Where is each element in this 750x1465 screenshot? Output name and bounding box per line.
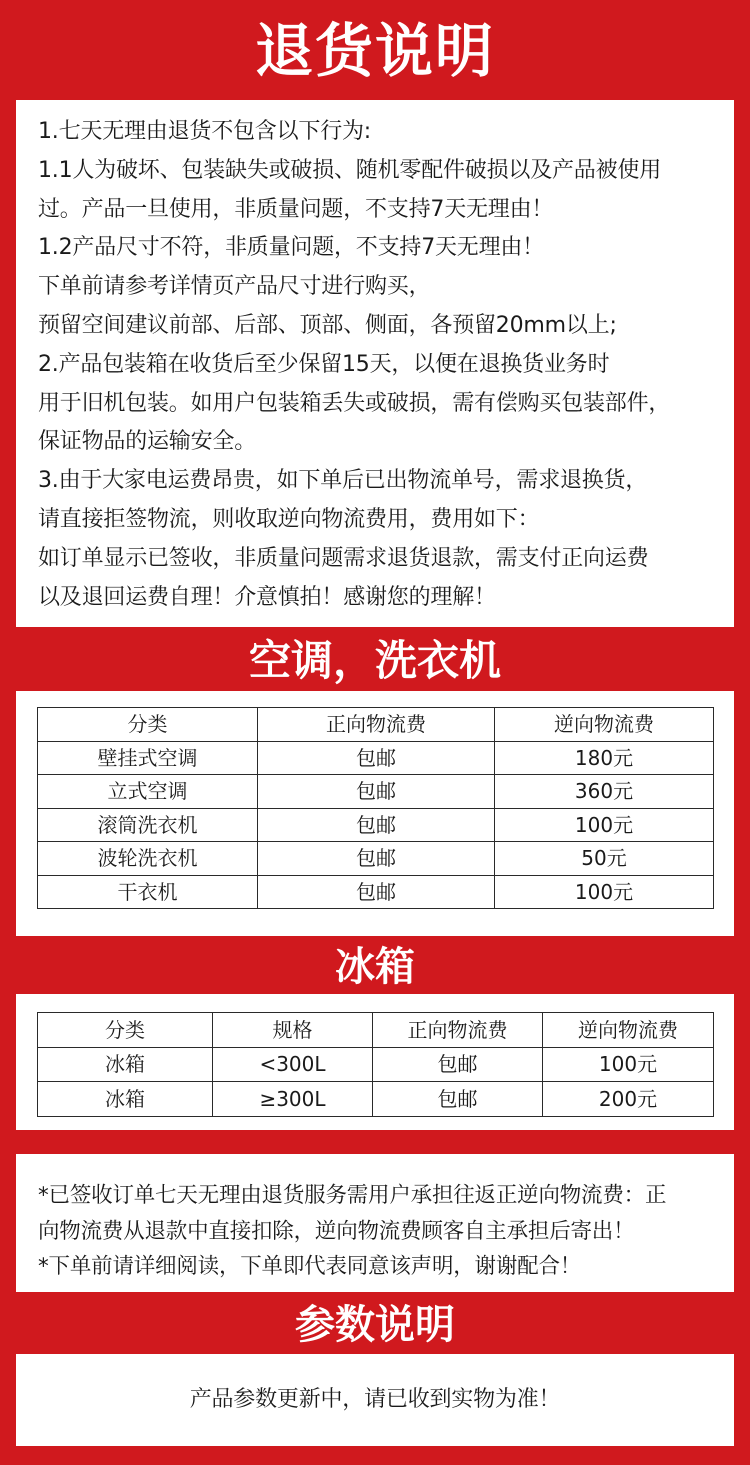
header-cell: 逆向物流费 [495, 708, 714, 742]
table-cell: 包邮 [258, 808, 495, 842]
table-cell: 滚筒洗衣机 [38, 808, 258, 842]
return-policy-line: 1.1人为破坏、包装缺失或破损、随机零配件破损以及产品被使用 [38, 157, 661, 183]
return-policy-title: 退货说明 [254, 17, 495, 85]
header-cell: 逆向物流费 [543, 1013, 714, 1048]
return-policy-line: 1.2产品尺寸不符，非质量问题，不支持7天无理由！ [38, 235, 544, 261]
table-cell: 冰箱 [38, 1082, 213, 1117]
table-row [38, 775, 714, 809]
notice-panel [16, 1154, 734, 1292]
table-row [38, 842, 714, 876]
fridge-panel [16, 994, 734, 1130]
table-cell: 包邮 [258, 842, 495, 876]
return-policy-line: 如订单显示已签收，非质量问题需求退货退款，需支付正向运费 [38, 545, 649, 571]
return-policy-line: 预留空间建议前部、后部、顶部、侧面，各预留20mm以上; [38, 312, 617, 338]
notice-line: 向物流费从退款中直接扣除，逆向物流费顾客自主承担后寄出！ [38, 1218, 635, 1244]
return-policy-line: 2.产品包装箱在收货后至少保留15天，以便在退换货业务时 [38, 351, 610, 377]
return-policy-line: 用于旧机包装。如用户包装箱丢失或破损，需有偿购买包装部件， [38, 390, 671, 416]
return-policy-panel [16, 100, 734, 627]
table-cell: 100元 [495, 808, 714, 842]
ac-washer-title: 空调，洗衣机 [248, 636, 501, 685]
header-cell: 正向物流费 [373, 1013, 543, 1048]
table-cell: 200元 [543, 1082, 714, 1117]
table-row [38, 741, 714, 775]
table-cell: 180元 [495, 741, 714, 775]
ac-washer-fee-table [37, 707, 714, 909]
table-cell: 100元 [495, 875, 714, 909]
return-policy-line: 1.七天无理由退货不包含以下行为: [38, 119, 372, 144]
table-row [38, 875, 714, 909]
table-cell: 包邮 [258, 741, 495, 775]
table-row [38, 1082, 714, 1117]
table-cell: 50元 [495, 842, 714, 876]
return-policy-line: 3.由于大家电运费昂贵，如下单后已出物流单号，需求退换货， [38, 468, 648, 494]
table-header-row [38, 708, 714, 742]
table-cell: 干衣机 [38, 875, 258, 909]
parameter-title: 参数说明 [295, 1302, 455, 1348]
table-cell: 包邮 [373, 1047, 543, 1082]
return-policy-line: 请直接拒签物流，则收取逆向物流费用，费用如下： [38, 506, 540, 532]
table-header-row [38, 1013, 714, 1048]
parameter-text: 产品参数更新中，请已收到实物为准！ [189, 1387, 561, 1412]
table-cell: 冰箱 [38, 1047, 213, 1082]
ac-washer-panel [16, 691, 734, 936]
table-cell: 360元 [495, 775, 714, 809]
table-cell: ≥300L [213, 1082, 373, 1117]
table-cell: 包邮 [258, 775, 495, 809]
table-row [38, 808, 714, 842]
return-policy-line: 下单前请参考详情页产品尺寸进行购买， [38, 274, 431, 300]
table-cell: 波轮洗衣机 [38, 842, 258, 876]
table-row [38, 1047, 714, 1082]
table-cell: <300L [213, 1047, 373, 1082]
header-cell: 分类 [38, 1013, 213, 1048]
header-cell: 分类 [38, 708, 258, 742]
parameter-panel [16, 1354, 734, 1446]
table-cell: 立式空调 [38, 775, 258, 809]
table-cell: 壁挂式空调 [38, 741, 258, 775]
notice-line: *已签收订单七天无理由退货服务需用户承担往返正逆向物流费：正 [38, 1183, 667, 1208]
fridge-title: 冰箱 [335, 944, 415, 990]
header-cell: 正向物流费 [258, 708, 495, 742]
return-policy-line: 保证物品的运输安全。 [38, 429, 257, 455]
table-cell: 包邮 [373, 1082, 543, 1117]
notice-line: *下单前请详细阅读，下单即代表同意该声明，谢谢配合！ [38, 1254, 582, 1279]
fridge-fee-table [37, 1012, 714, 1117]
return-policy-line: 过。产品一旦使用，非质量问题，不支持7天无理由！ [38, 196, 554, 222]
table-cell: 100元 [543, 1047, 714, 1082]
table-cell: 包邮 [258, 875, 495, 909]
return-policy-line: 以及退回运费自理！介意慎拍！感谢您的理解！ [38, 584, 496, 610]
header-cell: 规格 [213, 1013, 373, 1048]
